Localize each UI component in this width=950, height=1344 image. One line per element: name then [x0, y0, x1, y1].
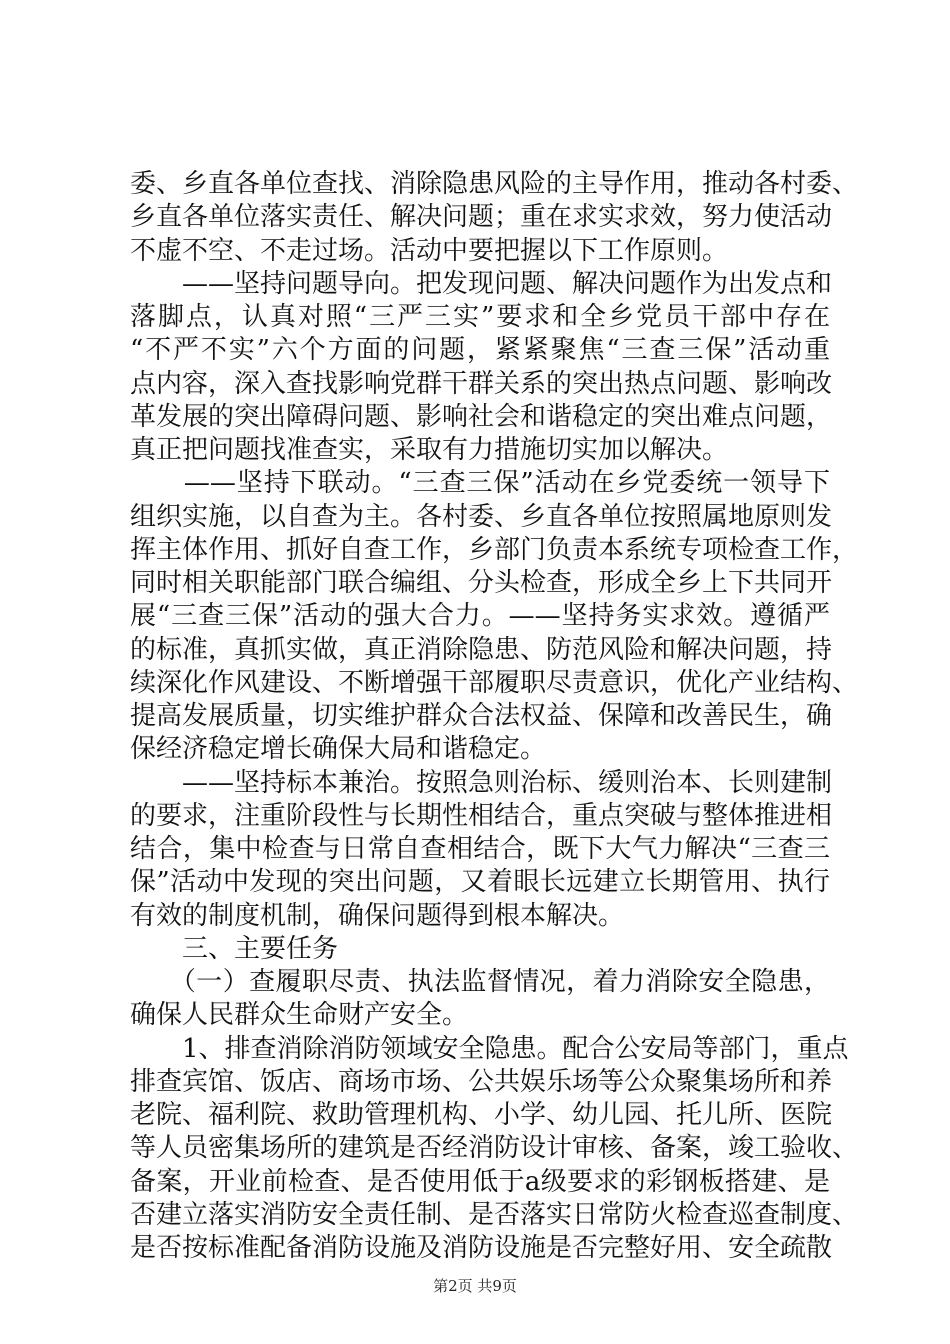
page-footer: 第2页 共9页: [433, 1277, 517, 1295]
document-body: [130, 168, 859, 1265]
text-line: ——坚持下联动。“三查三保”活动在乡党委统一领导下: [130, 468, 830, 499]
text-line: 是否按标准配备消防设施及消防设施是否完整好用、安全疏散: [130, 1233, 833, 1263]
text-line: ——坚持标本兼治。按照急则治标、缓则治本、长则建制: [130, 767, 833, 798]
text-line: 有效的制度机制，确保问题得到根本解决。: [130, 900, 625, 931]
text-line: 同时相关职能部门联合编组、分头检查，形成全乡上下共同开: [130, 568, 833, 598]
text-line: 结合，集中检查与日常自查相结合，既下大气力解决“三查三: [130, 834, 830, 864]
text-line: “不严不实”六个方面的问题，紧紧聚焦“三查三保”活动重: [130, 335, 830, 366]
text-line: 三、主要任务: [130, 933, 339, 964]
text-line: 老院、福利院、救助管理机构、小学、幼儿园、托儿所、医院: [130, 1100, 833, 1130]
text-line: 备案，开业前检查、是否使用低于a级要求的彩钢板搭建、是: [130, 1166, 830, 1197]
text-line: （一）查履职尽责、执法监督情况，着力消除安全隐患，: [130, 967, 830, 997]
text-line: ——坚持问题导向。把发现问题、解决问题作为出发点和: [130, 268, 833, 299]
text-line: 续深化作风建设、不断增强干部履职尽责意识，优化产业结构、: [130, 667, 859, 698]
text-line: 不虚不空、不走过场。活动中要把握以下工作原则。: [130, 235, 729, 266]
text-line: 真正把问题找准查实，采取有力措施切实加以解决。: [130, 435, 729, 465]
text-line: 展“三查三保”活动的强大合力。——坚持务实求效。遵循严: [130, 601, 830, 632]
text-line: 组织实施，以自查为主。各村委、乡直各单位按照属地原则发: [130, 501, 833, 532]
text-line: 点内容，深入查找影响党群干群关系的突出热点问题、影响改: [130, 368, 833, 399]
text-line: 乡直各单位落实责任、解决问题；重在求实求效，努力使活动: [130, 202, 833, 233]
text-line: 提高发展质量，切实维护群众合法权益、保障和改善民生，确: [130, 701, 833, 731]
text-line: 落脚点，认真对照“三严三实”要求和全乡党员干部中存在: [130, 302, 830, 332]
text-line: 确保人民群众生命财产安全。: [130, 1000, 469, 1031]
text-line: 挥主体作用、抓好自查工作，乡部门负责本系统专项检查工作，: [130, 534, 859, 565]
text-line: 保经济稳定增长确保大局和谐稳定。: [130, 734, 547, 765]
text-line: 等人员密集场所的建筑是否经消防设计审核、备案，竣工验收、: [130, 1133, 859, 1164]
text-line: 委、乡直各单位查找、消除隐患风险的主导作用，推动各村委、: [130, 169, 859, 199]
text-line: 革发展的突出障碍问题、影响社会和谐稳定的突出难点问题，: [130, 401, 833, 432]
text-line: 的要求，注重阶段性与长期性相结合，重点突破与整体推进相: [130, 800, 833, 831]
text-line: 排查宾馆、饭店、商场市场、公共娱乐场等公众聚集场所和养: [130, 1066, 833, 1097]
text-line: 否建立落实消防安全责任制、是否落实日常防火检查巡查制度、: [130, 1199, 859, 1230]
text-line: 保”活动中发现的突出问题，又着眼长远建立长期管用、执行: [130, 867, 830, 898]
text-line: 的标准，真抓实做，真正消除隐患、防范风险和解决问题，持: [130, 634, 833, 665]
text-line: 1、排查消除消防领域安全隐患。配合公安局等部门，重点: [130, 1033, 849, 1064]
